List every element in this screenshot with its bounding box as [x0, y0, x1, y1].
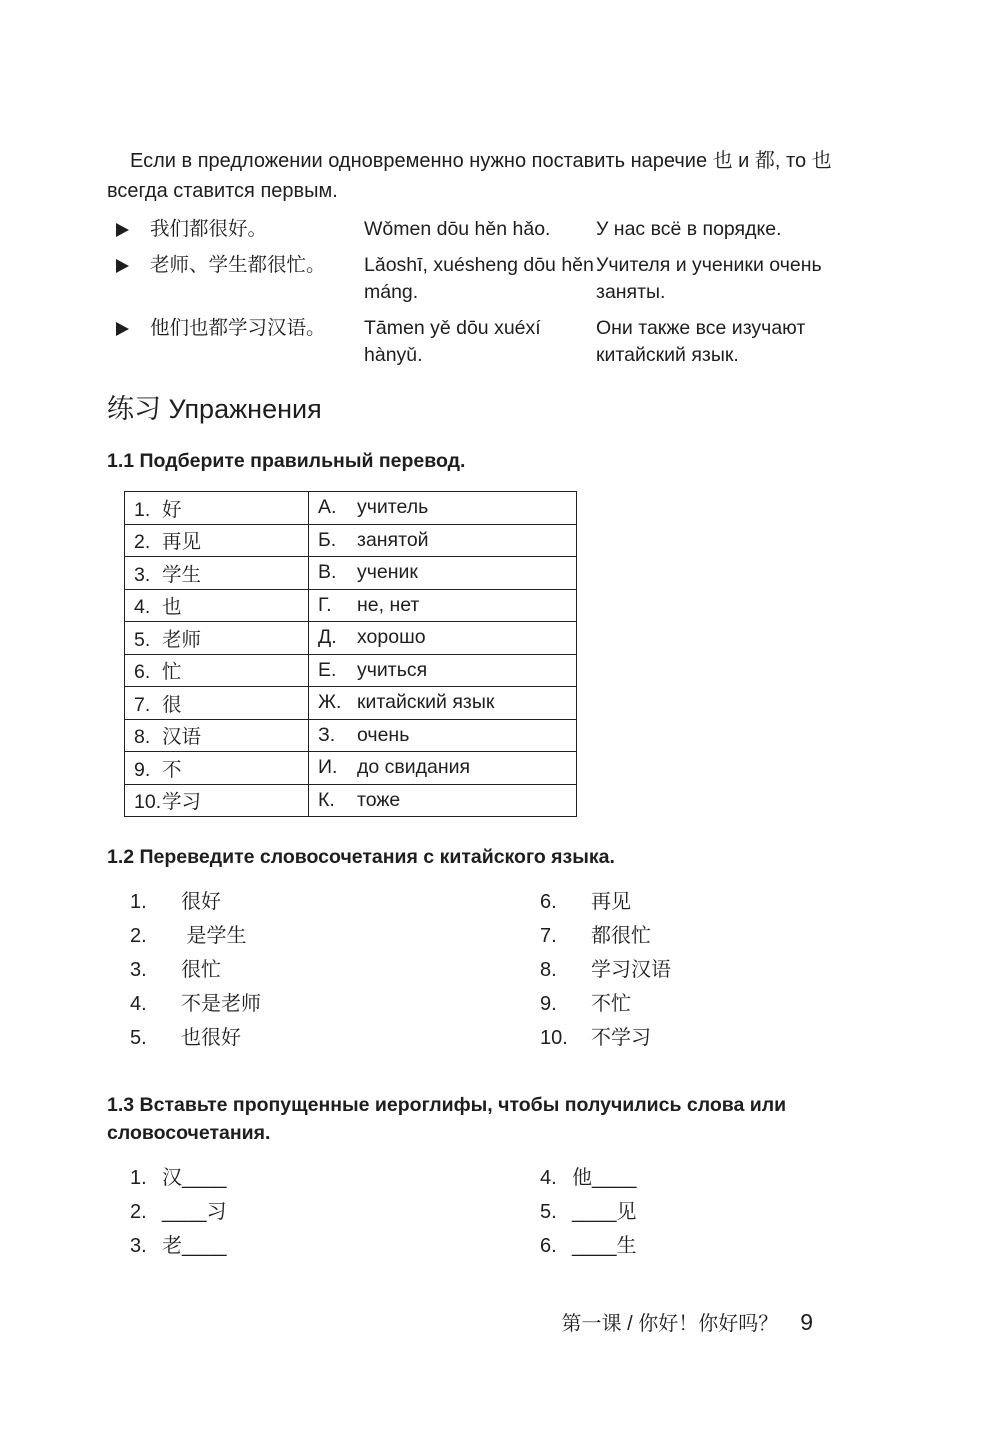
item-number: 5. — [540, 1201, 557, 1223]
row-number: 1. — [134, 498, 151, 521]
item-number: 9. — [540, 993, 557, 1015]
list-item — [540, 1021, 857, 1055]
row-number: 5. — [134, 628, 151, 651]
example-translation: Учителя и ученики очень заняты. — [596, 254, 822, 303]
item-text: 也很好 — [181, 1027, 241, 1049]
item-number: 2. — [130, 925, 147, 947]
russian-cell — [309, 589, 577, 622]
list-item — [130, 1021, 540, 1055]
russian-cell — [309, 524, 577, 557]
row-letter: А. — [318, 496, 337, 519]
table-row — [125, 524, 577, 557]
item-text: ____生 — [572, 1235, 637, 1257]
item-number: 3. — [130, 1235, 147, 1257]
chinese-cell — [125, 492, 309, 525]
item-text: 再见 — [591, 891, 631, 913]
examples-list — [107, 216, 857, 369]
chinese-cell — [125, 622, 309, 655]
row-number: 2. — [134, 531, 151, 554]
row-letter: Ж. — [318, 691, 342, 714]
russian-word: не, нет — [357, 593, 420, 616]
chinese-cell — [125, 687, 309, 720]
table-row — [125, 752, 577, 785]
russian-word: до свидания — [357, 756, 471, 779]
chinese-cell — [125, 784, 309, 817]
section-title: 练习 Упражнения — [107, 394, 322, 424]
chinese-cell — [125, 719, 309, 752]
row-number: 3. — [134, 563, 151, 586]
row-letter: Е. — [318, 658, 337, 681]
item-number: 5. — [130, 1027, 147, 1049]
list-item — [540, 1161, 857, 1195]
matching-table — [124, 491, 577, 817]
item-number: 6. — [540, 891, 557, 913]
row-letter: К. — [318, 788, 335, 811]
item-number: 7. — [540, 925, 557, 947]
table-row — [125, 687, 577, 720]
example-chinese: 我们都很好。 — [150, 218, 268, 240]
list-item — [130, 1195, 540, 1229]
chinese-word: 学生 — [162, 563, 202, 586]
russian-cell — [309, 622, 577, 655]
item-text: ____见 — [572, 1201, 637, 1223]
russian-cell — [309, 687, 577, 720]
row-number: 4. — [134, 596, 151, 619]
table-row — [125, 557, 577, 590]
list-item — [130, 1161, 540, 1195]
list-item — [130, 1229, 540, 1263]
list-item — [540, 1195, 857, 1229]
bullet-triangle-icon — [116, 223, 129, 237]
chinese-word: 再见 — [162, 531, 202, 554]
item-text: 老____ — [162, 1235, 227, 1257]
list-item — [540, 953, 857, 987]
item-text: 他____ — [572, 1167, 637, 1189]
table-row — [125, 622, 577, 655]
task-3-title: 1.3 Вставьте пропущенные иероглифы, чтобы получились слова или словосочетания. — [107, 1094, 787, 1144]
row-number: 9. — [134, 758, 151, 781]
chinese-cell — [125, 557, 309, 590]
row-letter: З. — [318, 723, 336, 746]
item-number: 6. — [540, 1235, 557, 1257]
table-row — [125, 784, 577, 817]
chinese-cell — [125, 589, 309, 622]
list-item — [130, 987, 540, 1021]
chinese-cell — [125, 752, 309, 785]
russian-word: хорошо — [357, 626, 426, 649]
example-chinese: 他们也都学习汉语。 — [150, 317, 326, 339]
example-pinyin: Lǎoshī, xuésheng dōu hěn máng. — [364, 254, 594, 303]
russian-cell — [309, 784, 577, 817]
russian-word: ученик — [357, 561, 418, 584]
row-number: 10. — [134, 791, 162, 814]
chinese-cell — [125, 654, 309, 687]
russian-cell — [309, 752, 577, 785]
example-pinyin: Tāmen yě dōu xuéxí hànyǔ. — [364, 317, 541, 366]
list-item — [540, 919, 857, 953]
row-number: 8. — [134, 726, 151, 749]
item-text: ____习 — [162, 1201, 227, 1223]
row-letter: Г. — [318, 593, 332, 616]
item-text: 都很忙 — [591, 925, 651, 947]
russian-word: очень — [357, 723, 410, 746]
example-pinyin: Wǒmen dōu hěn hǎo. — [364, 218, 551, 240]
table-row — [125, 589, 577, 622]
table-row — [125, 492, 577, 525]
list-item — [130, 953, 540, 987]
russian-word: учитель — [357, 496, 429, 519]
item-number: 1. — [130, 1167, 147, 1189]
item-text: 不学习 — [591, 1027, 651, 1049]
chinese-word: 很 — [162, 693, 182, 716]
item-text: 学习汉语 — [591, 959, 671, 981]
example-translation: У нас всё в порядке. — [596, 218, 782, 240]
russian-cell — [309, 492, 577, 525]
chinese-cell — [125, 524, 309, 557]
footer — [107, 1307, 857, 1336]
russian-cell — [309, 654, 577, 687]
chinese-word: 老师 — [162, 628, 202, 651]
item-number: 3. — [130, 959, 147, 981]
page-number: 9 — [800, 1309, 813, 1335]
list-item — [130, 885, 540, 919]
item-text: 不忙 — [591, 993, 631, 1015]
russian-cell — [309, 557, 577, 590]
russian-word: занятой — [357, 528, 429, 551]
item-text: 汉____ — [162, 1167, 227, 1189]
list-item — [540, 987, 857, 1021]
item-number: 10. — [540, 1027, 568, 1049]
intro-paragraph: Если в предложении одновременно нужно поставить наречие 也 и 都, то 也 всегда ставится первым. — [107, 150, 832, 202]
chinese-word: 学习 — [162, 791, 202, 814]
example-chinese: 老师、学生都很忙。 — [150, 254, 326, 276]
russian-word: тоже — [357, 788, 401, 811]
row-letter: Б. — [318, 528, 337, 551]
task-1-title: 1.1 Подберите правильный перевод. — [107, 450, 466, 472]
chinese-word: 也 — [162, 596, 182, 619]
item-number: 2. — [130, 1201, 147, 1223]
table-row — [125, 654, 577, 687]
bullet-triangle-icon — [116, 259, 129, 273]
chinese-word: 好 — [162, 498, 182, 521]
bullet-triangle-icon — [116, 322, 129, 336]
item-number: 8. — [540, 959, 557, 981]
translation-list — [130, 885, 857, 1055]
item-number: 4. — [540, 1167, 557, 1189]
row-number: 6. — [134, 661, 151, 684]
item-text: 不是老师 — [181, 993, 261, 1015]
item-text: 很忙 — [181, 959, 221, 981]
row-letter: И. — [318, 756, 338, 779]
footer-lesson-title: 第一课 / 你好！你好吗？ — [561, 1313, 779, 1335]
chinese-word: 忙 — [162, 661, 182, 684]
example-translation: Они также все изучают китайский язык. — [596, 317, 806, 366]
chinese-word: 不 — [162, 758, 182, 781]
row-letter: Д. — [318, 626, 337, 649]
item-number: 4. — [130, 993, 147, 1015]
russian-word: учиться — [357, 658, 428, 681]
item-text: 是学生 — [181, 925, 247, 947]
list-item — [540, 1229, 857, 1263]
chinese-word: 汉语 — [162, 726, 202, 749]
russian-word: китайский язык — [357, 691, 495, 714]
table-row — [125, 719, 577, 752]
task-2-title: 1.2 Переведите словосочетания с китайского языка. — [107, 846, 615, 868]
item-number: 1. — [130, 891, 147, 913]
list-item — [130, 919, 540, 953]
fill-in-list — [130, 1161, 857, 1263]
list-item — [540, 885, 857, 919]
row-letter: В. — [318, 561, 337, 584]
row-number: 7. — [134, 693, 151, 716]
russian-cell — [309, 719, 577, 752]
item-text: 很好 — [181, 891, 221, 913]
